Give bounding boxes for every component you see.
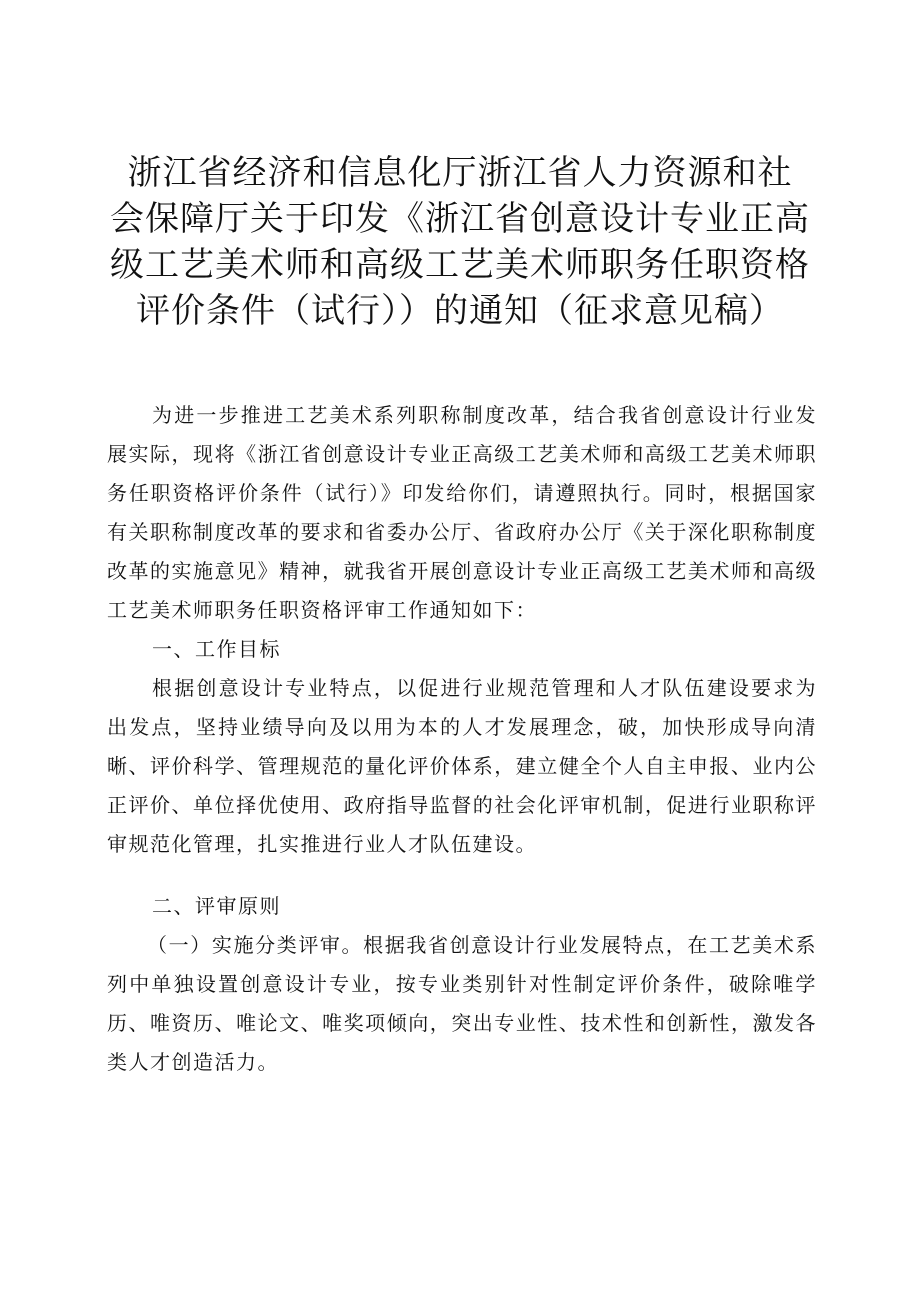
intro-paragraph: 为进一步推进工艺美术系列职称制度改革，结合我省创意设计行业发展实际，现将《浙江省创意设计专业正高级工艺美术师和高级工艺美术师职务任职资格评价条件（试行）》印发给你们，请遵照执行。同时，根据国家有关职称制度改革的要求和省委办公厅、省政府办公厅《关于深化职称制度改革的实施意见》精神，就我省开展创意设计专业正高级工艺美术师和高级工艺美术师职务任职资格评审工作通知如下： xyxy=(107,403,817,622)
title-line-3: 级工艺美术师和高级工艺美术师职务任职资格 xyxy=(110,245,810,285)
goals-paragraph: 根据创意设计专业特点，以促进行业规范管理和人才队伍建设要求为出发点，坚持业绩导向及以用为本的人才发展理念，破，加快形成导向清晰、评价科学、管理规范的量化评价体系，建立健全个人自主申报、业内公正评价、单位择优使用、政府指导监督的社会化评审机制，促进行业职称评审规范化管理，扎实推进行业人才队伍建设。 xyxy=(107,676,817,856)
document-title xyxy=(110,150,810,334)
section-heading-goals: 一、工作目标 xyxy=(152,637,281,661)
principle-item-1: （一）实施分类评审。根据我省创意设计行业发展特点，在工艺美术系列中单独设置创意设计专业，按专业类别针对性制定评价条件，破除唯学历、唯资历、唯论文、唯奖项倾向，突出专业性、技术性和创新性，激发各类人才创造活力。 xyxy=(107,933,817,1074)
title-line-1: 浙江省经济和信息化厅浙江省人力资源和社 xyxy=(127,153,793,193)
document-body xyxy=(107,396,817,1082)
title-line-2: 会保障厅关于印发《浙江省创意设计专业正高 xyxy=(110,199,810,239)
title-line-4: 评价条件（试行））的通知（征求意见稿） xyxy=(136,291,784,331)
section-heading-principles: 二、评审原则 xyxy=(152,894,281,918)
